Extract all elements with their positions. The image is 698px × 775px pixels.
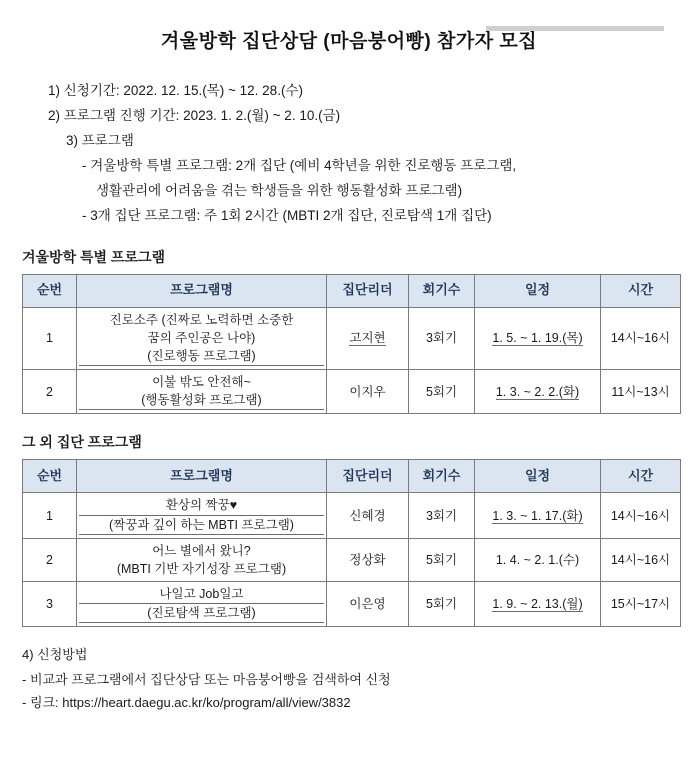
- intro-line-6: - 3개 집단 프로그램: 주 1회 2시간 (MBTI 2개 집단, 진로탐색 1개 집단): [82, 207, 492, 223]
- table-special-program: [22, 274, 681, 415]
- intro-line-1: 1) 신청기간: 2022. 12. 15.(목) ~ 12. 28.(수): [48, 83, 303, 98]
- intro-line-5: 생활관리에 어려움을 겪는 학생들을 위한 행동활성화 프로그램): [96, 182, 463, 198]
- cell-program-name: [77, 370, 327, 414]
- program-name-line: (MBTI 기반 자기성장 프로그램): [116, 561, 287, 576]
- col-header-leader: 집단리더: [327, 460, 409, 493]
- cell-no: 1: [23, 493, 77, 538]
- cell-sessions: 3회기: [409, 493, 475, 538]
- cell-sessions: 5회기: [409, 370, 475, 414]
- schedule-text: 1. 3. ~ 2. 2.(화): [495, 384, 580, 399]
- cell-time: 14시~16시: [601, 307, 681, 369]
- col-header-schedule: 일정: [475, 460, 601, 493]
- cell-time: 14시~16시: [601, 538, 681, 581]
- program-name-line: (진로탐색 프로그램): [79, 604, 324, 623]
- col-header-program-name: 프로그램명: [77, 460, 327, 493]
- program-name-line: 어느 별에서 왔니?: [152, 543, 251, 558]
- cell-no: 3: [23, 581, 77, 626]
- cell-time: 15시~17시: [601, 581, 681, 626]
- cell-program-name: [77, 493, 327, 538]
- cell-schedule: [475, 307, 601, 369]
- leader-name: 고지현: [349, 331, 386, 346]
- cell-program-name: [77, 538, 327, 581]
- cell-schedule: 1. 4. ~ 2. 1.(수): [475, 538, 601, 581]
- table-row: [23, 370, 681, 414]
- cell-leader: 정상화: [327, 538, 409, 581]
- program-name-line: 이불 밖도 안전해~: [152, 375, 251, 390]
- col-header-leader: 집단리더: [327, 274, 409, 307]
- document-page: [0, 26, 698, 775]
- cell-sessions: 5회기: [409, 538, 475, 581]
- col-header-sessions: 회기수: [409, 274, 475, 307]
- col-header-no: 순번: [23, 274, 77, 307]
- footer-block: [22, 643, 680, 714]
- program-name-line: (행동활성화 프로그램): [79, 391, 324, 410]
- program-name-line: (진로행동 프로그램): [79, 347, 324, 366]
- cell-schedule: [475, 493, 601, 538]
- cell-leader: [327, 307, 409, 369]
- table-row: [23, 538, 681, 581]
- program-name-line: 나일고 Job일고: [79, 585, 324, 604]
- cell-schedule: [475, 370, 601, 414]
- table-header-row: [23, 274, 681, 307]
- col-header-sessions: 회기수: [409, 460, 475, 493]
- schedule-text: 1. 3. ~ 1. 17.(화): [492, 508, 583, 523]
- cell-time: 11시~13시: [601, 370, 681, 414]
- cell-sessions: 3회기: [409, 307, 475, 369]
- section-heading-special-program: 겨울방학 특별 프로그램: [22, 248, 166, 265]
- section-heading-other-program: 그 외 집단 프로그램: [22, 434, 142, 451]
- program-name-line: 진로소주 (진짜로 노력하면 소중한: [109, 312, 294, 327]
- cell-leader: 이은영: [327, 581, 409, 626]
- schedule-text: 1. 5. ~ 1. 19.(목): [492, 331, 583, 346]
- intro-block: [36, 79, 680, 229]
- footer-line-link: - 링크: https://heart.daegu.ac.kr/ko/program/all/view/3832: [22, 694, 351, 710]
- table-header-row: [23, 460, 681, 493]
- col-header-program-name: 프로그램명: [77, 274, 327, 307]
- col-header-schedule: 일정: [475, 274, 601, 307]
- col-header-no: 순번: [23, 460, 77, 493]
- table-other-program: [22, 459, 681, 627]
- footer-line-apply-desc: - 비교과 프로그램에서 집단상담 또는 마음붕어빵을 검색하여 신청: [22, 671, 391, 687]
- footer-line-apply-method: 4) 신청방법: [22, 647, 88, 663]
- intro-line-2: 2) 프로그램 진행 기간: 2023. 1. 2.(월) ~ 2. 10.(금): [48, 107, 341, 123]
- program-name-line: 꿈의 주인공은 나야): [147, 330, 256, 345]
- cell-no: 1: [23, 307, 77, 369]
- intro-line-3: 3) 프로그램: [66, 132, 134, 148]
- cell-program-name: [77, 307, 327, 369]
- page-edge-artifact: [486, 26, 664, 31]
- cell-leader: 이지우: [327, 370, 409, 414]
- cell-leader: 신혜경: [327, 493, 409, 538]
- schedule-text: 1. 9. ~ 2. 13.(월): [492, 597, 583, 611]
- table-row: [23, 493, 681, 538]
- col-header-time: 시간: [601, 460, 681, 493]
- cell-sessions: 5회기: [409, 581, 475, 626]
- table-row: [23, 581, 681, 626]
- program-name-line: 환상의 짝꿍♥: [79, 496, 324, 515]
- page-title: 겨울방학 집단상담 (마음붕어빵) 참가자 모집: [160, 31, 538, 52]
- cell-time: 14시~16시: [601, 493, 681, 538]
- program-name-line: (짝꿍과 깊이 하는 MBTI 프로그램): [79, 516, 324, 535]
- cell-program-name: [77, 581, 327, 626]
- table-row: [23, 307, 681, 369]
- col-header-time: 시간: [601, 274, 681, 307]
- cell-schedule: [475, 581, 601, 626]
- intro-line-4: - 겨울방학 특별 프로그램: 2개 집단 (예비 4학년을 위한 진로행동 프로그램,: [82, 157, 517, 173]
- cell-no: 2: [23, 538, 77, 581]
- cell-no: 2: [23, 370, 77, 414]
